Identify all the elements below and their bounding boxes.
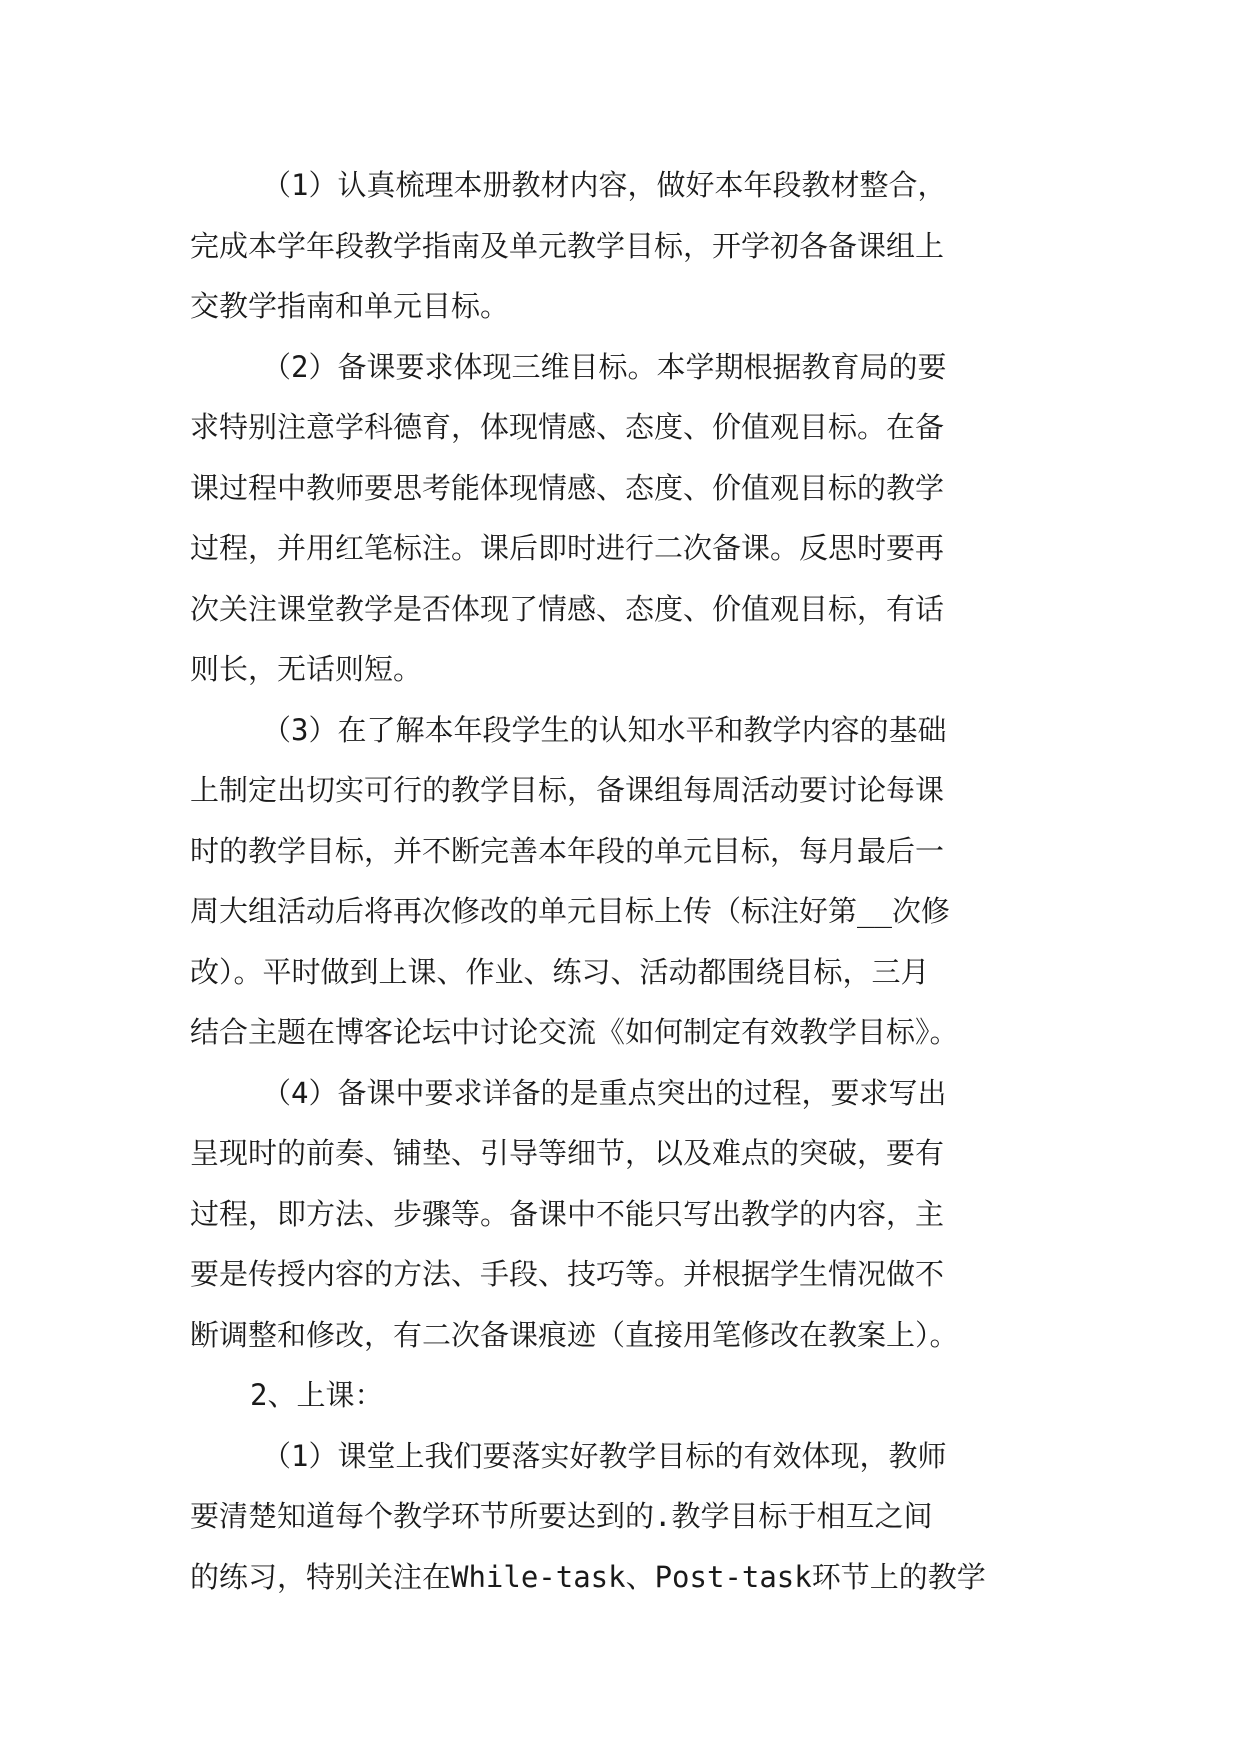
paragraph-2-line-6: 则长，无话则短。 [190, 652, 423, 686]
paragraph-4-line-4: 要是传授内容的方法、手段、技巧等。并根据学生情况做不 [190, 1257, 945, 1291]
paragraph-1-line-1: （1）认真梳理本册教材内容，做好本年段教材整合， [262, 168, 947, 202]
section-heading-class: 2、上课： [250, 1378, 384, 1412]
paragraph-5-line-3: 的练习，特别关注在While-task、Post-task环节上的教学 [190, 1559, 986, 1594]
paragraph-3-line-5: 改）。平时做到上课、作业、练习、活动都围绕目标，三月 [190, 954, 930, 989]
paragraph-4-line-3: 过程，即方法、步骤等。备课中不能只写出教学的内容，主 [190, 1196, 945, 1231]
document-body [190, 155, 1060, 1607]
paragraph-2-line-3: 课过程中教师要思考能体现情感、态度、价值观目标的教学 [190, 470, 945, 505]
paragraph-3-line-2: 上制定出切实可行的教学目标，备课组每周活动要讨论每课 [190, 773, 945, 807]
paragraph-4-line-1: （4）备课中要求详备的是重点突出的过程，要求写出 [262, 1075, 947, 1110]
paragraph-3-line-6: 结合主题在博客论坛中讨论交流《如何制定有效教学目标》。 [190, 1015, 959, 1049]
paragraph-3-line-3: 时的教学目标，并不断完善本年段的单元目标，每月最后一 [190, 833, 945, 868]
paragraph-5-line-2: 要清楚知道每个教学环节所要达到的.教学目标于相互之间 [190, 1499, 933, 1533]
paragraph-2-line-1: （2）备课要求体现三维目标。本学期根据教育局的要 [262, 349, 947, 384]
paragraph-3-line-4: 周大组活动后将再次修改的单元目标上传（标注好第__次修 [190, 894, 950, 928]
paragraph-1-line-2: 完成本学年段教学指南及单元教学目标，开学初各备课组上 [190, 228, 945, 263]
paragraph-3-line-1: （3）在了解本年段学生的认知水平和教学内容的基础 [262, 712, 947, 747]
paragraph-2-line-2: 求特别注意学科德育，体现情感、态度、价值观目标。在备 [190, 410, 945, 444]
paragraph-5-line-1: （1）课堂上我们要落实好教学目标的有效体现，教师 [262, 1438, 947, 1473]
paragraph-2-line-4: 过程，并用红笔标注。课后即时进行二次备课。反思时要再 [190, 531, 945, 565]
paragraph-1-line-3: 交教学指南和单元目标。 [190, 289, 510, 323]
paragraph-4-line-2: 呈现时的前奏、铺垫、引导等细节，以及难点的突破，要有 [190, 1136, 945, 1170]
paragraph-2-line-5: 次关注课堂教学是否体现了情感、态度、价值观目标，有话 [190, 591, 945, 626]
paragraph-4-line-5: 断调整和修改，有二次备课痕迹（直接用笔修改在教案上）。 [190, 1317, 959, 1352]
